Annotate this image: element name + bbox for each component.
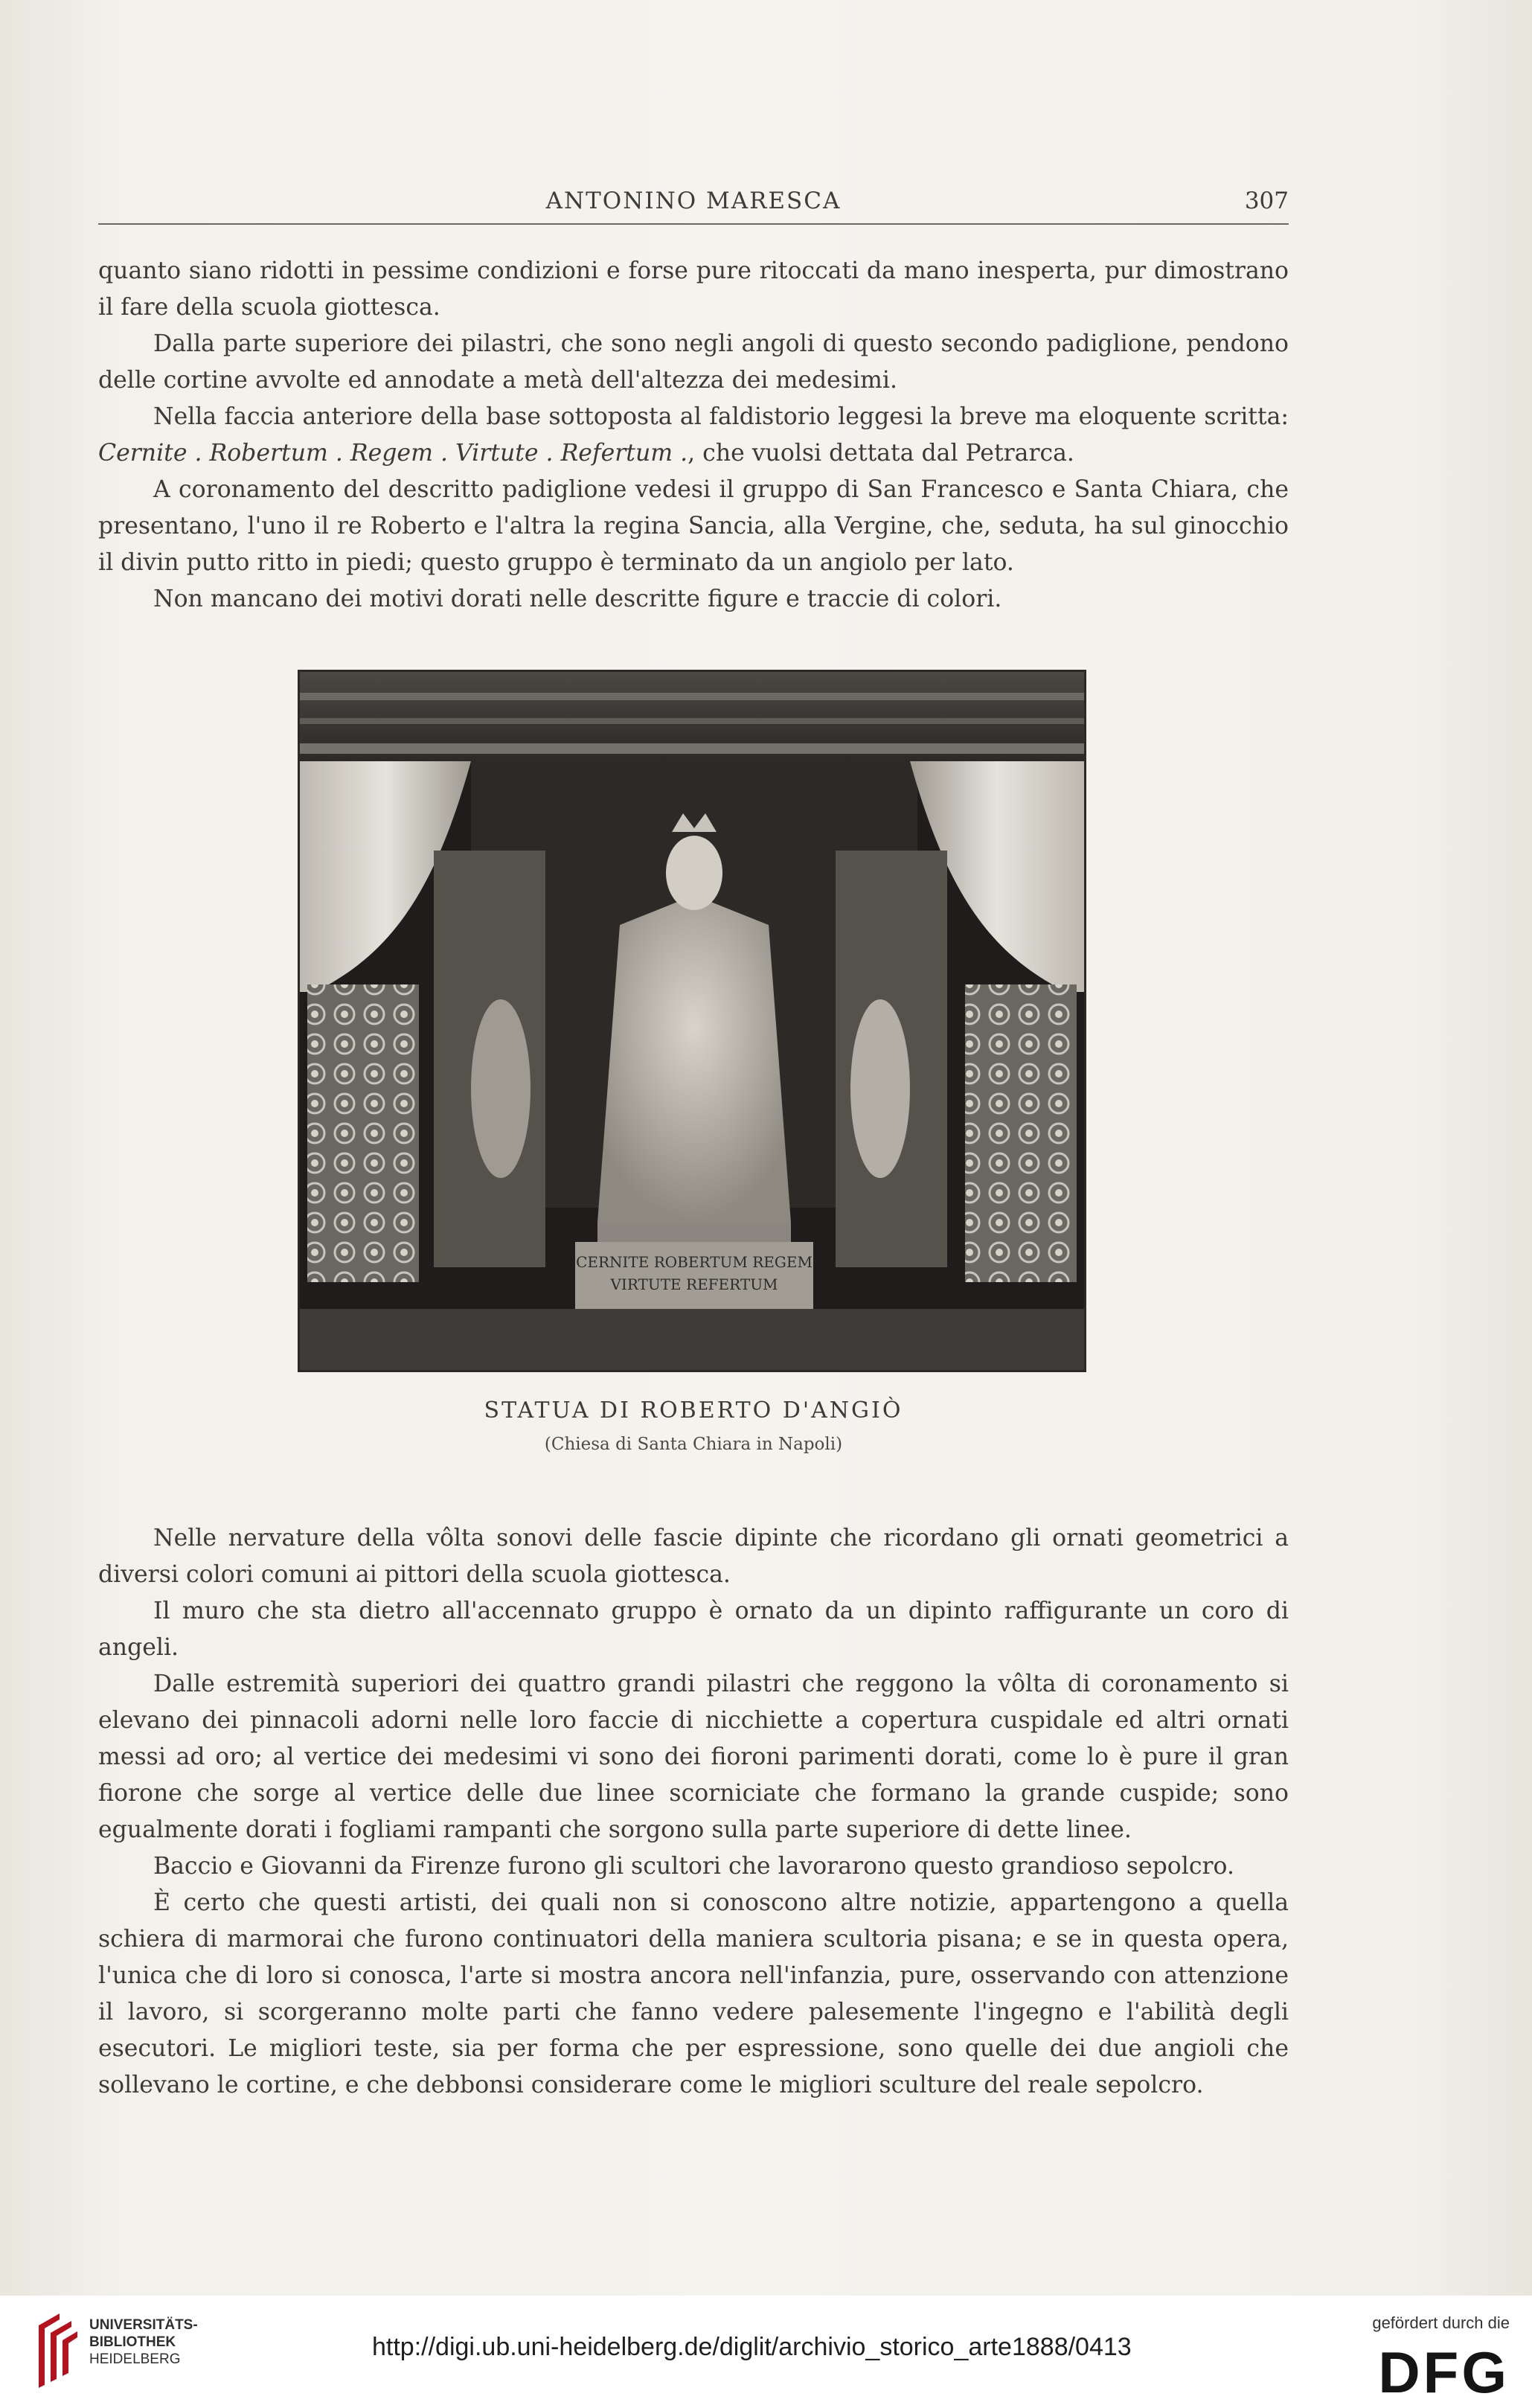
permalink-url[interactable]: http://digi.ub.uni-heidelberg.de/diglit/archivio_storico_arte1888/0413 xyxy=(372,2333,1132,2361)
figure-caption-title: STATUA DI ROBERTO D'ANGIÒ xyxy=(484,1397,903,1424)
paragraph: Non mancano dei motivi dorati nelle descritte figure e traccie di colori. xyxy=(153,586,1002,612)
base-inscription-mark: VIRTUTE REFERTUM xyxy=(610,1275,778,1293)
left-relief-figure xyxy=(471,999,531,1178)
paragraph: quanto siano ridotti in pessime condizioni e forse pure ritoccati da mano inesperta, pur dimostrano il fare della scuola giottesca. xyxy=(98,257,1289,321)
dfg-logo: DFG xyxy=(1378,2340,1510,2405)
library-logo-icon xyxy=(34,2311,82,2392)
body-text-bottom xyxy=(98,1520,1289,2104)
right-pillar xyxy=(965,984,1077,1282)
paragraph: Dalla parte superiore dei pilastri, che sono negli angoli di questo secondo padiglione, pendono delle cortine avvolte ed annodate a metà dell'altezza dei medesimi. xyxy=(98,330,1289,394)
statue-photograph xyxy=(298,670,1086,1372)
library-name-line: UNIVERSITÄTS- xyxy=(89,2317,198,2333)
base-inscription-mark: CERNITE ROBERTUM REGEM xyxy=(576,1253,813,1271)
funding-note: gefördert durch die xyxy=(1372,2313,1510,2332)
page-number: 307 xyxy=(1244,188,1289,214)
paragraph: Nelle nervature della vôlta sonovi delle fascie dipinte che ricordano gli ornati geometrici a diversi colori comuni ai pittori della scuola giottesca. xyxy=(98,1525,1289,1588)
paragraph: Baccio e Giovanni da Firenze furono gli scultori che lavorarono questo grandioso sepolcro. xyxy=(153,1853,1234,1880)
right-relief-figure xyxy=(850,999,910,1178)
header-title: ANTONINO MARESCA xyxy=(545,188,842,214)
floor xyxy=(300,1309,1084,1370)
figure-caption-subtitle: (Chiesa di Santa Chiara in Napoli) xyxy=(544,1435,843,1454)
left-pillar xyxy=(307,984,419,1282)
running-header xyxy=(98,182,1289,226)
statue-body xyxy=(597,895,791,1223)
library-name xyxy=(89,2316,198,2368)
inscription-text: Cernite . Robertum . Regem . Virtute . Refertum . xyxy=(98,440,688,467)
body-text-top xyxy=(98,253,1289,618)
statue-head xyxy=(666,836,722,910)
paragraph: È certo che questi artisti, dei quali non si conoscono altre notizie, appartengono a quella schiera di marmorai che furono continuatori della maniera scultoria pisana; e se in questa opera, l'unica che di loro si conosca, l'arte si mostra ancora nell'infanzia, pure, osservando con attenzione il lavoro, si scorgeranno molte parti che fanno vedere palesemente l'ingegno e l'abilità degli esecutori. Le migliori teste, sia per forma che per espressione, sono quelle dei due angioli che sollevano le cortine, e che debbonsi considerare come le migliori sculture del reale sepolcro. xyxy=(98,1889,1289,2098)
paragraph xyxy=(98,399,1289,472)
library-name-line: HEIDELBERG xyxy=(89,2351,181,2367)
paragraph: Dalle estremità superiori dei quattro grandi pilastri che reggono la vôlta di coronamento si elevano dei pinnacoli adorni nelle loro faccie di nicchiette a copertura cuspidale ed altri ornati messi ad oro; al vertice dei medesimi vi sono dei fioroni parimenti dorati, come lo è pure il gran fiorone che sorge al vertice delle due linee scorniciate che formano la grande cuspide; sono egualmente dorati i fogliami rampanti che sorgono sulla parte superiore di dette linee. xyxy=(98,1671,1289,1843)
statue-illustration xyxy=(300,672,1084,1370)
paragraph-text: , che vuolsi dettata dal Petrarca. xyxy=(688,440,1074,467)
digitization-footer xyxy=(0,2296,1532,2408)
header-rule xyxy=(98,223,1289,225)
library-name-line: BIBLIOTHEK xyxy=(89,2334,176,2350)
paragraph: Il muro che sta dietro all'accennato gruppo è ornato da un dipinto raffigurante un coro di angeli. xyxy=(98,1598,1289,1661)
paragraph-text: Nella faccia anteriore della base sottoposta al faldistorio leggesi la breve ma eloquente scritta: xyxy=(153,403,1289,430)
paragraph: A coronamento del descritto padiglione vedesi il gruppo di San Francesco e Santa Chiara, che presentano, l'uno il re Roberto e l'altra la regina Sancia, alla Vergine, che, seduta, ha sul ginocchio il divin putto ritto in piedi; questo gruppo è terminato da un angiolo per lato. xyxy=(98,476,1289,576)
